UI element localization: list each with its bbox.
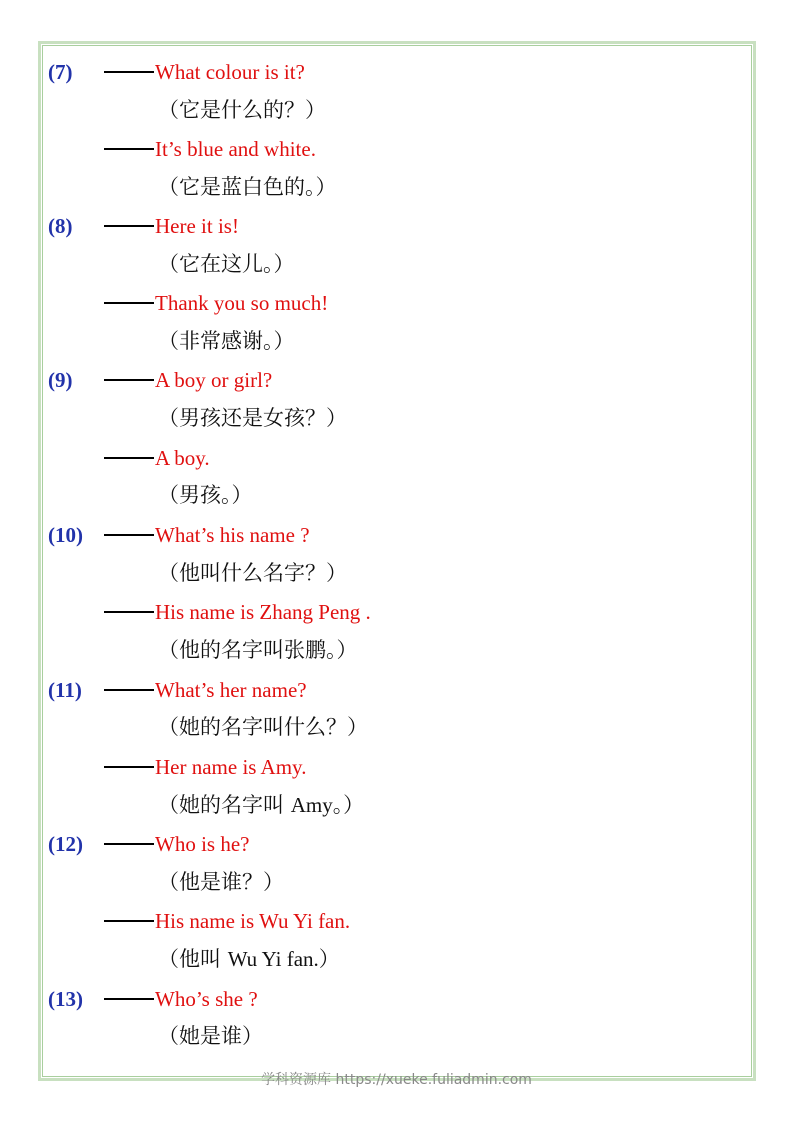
- item-number: (11): [48, 678, 82, 702]
- item-number: (8): [48, 214, 73, 238]
- dash-mark: [104, 225, 154, 227]
- dash-mark: [104, 534, 154, 536]
- question-text: Who is he?: [155, 832, 250, 856]
- question-chinese: （她的名字叫什么？）: [158, 715, 368, 739]
- question-chinese: （它是什么的？）: [158, 98, 326, 122]
- answer-chinese-suffix: ）: [318, 947, 340, 971]
- answer-chinese-prefix: （她的名字叫: [158, 793, 291, 817]
- question-english: [104, 830, 249, 858]
- dash-mark: [104, 920, 154, 922]
- answer-chinese: （男孩。）: [158, 483, 253, 507]
- dash-mark: [104, 766, 154, 768]
- item-number: (12): [48, 832, 83, 856]
- answer-chinese-english: Wu Yi fan.: [227, 947, 319, 971]
- footer-watermark: 学科资源库 https://xueke.fuliadmin.com: [261, 1072, 532, 1088]
- answer-text: Her name is Amy.: [155, 755, 307, 779]
- question-english: [104, 366, 272, 394]
- dash-mark: [104, 71, 154, 73]
- question-text: What colour is it?: [155, 60, 305, 84]
- question-text: A boy or girl?: [155, 368, 273, 392]
- dash-mark: [104, 302, 154, 304]
- answer-chinese: （它是蓝白色的。）: [158, 175, 337, 199]
- answer-english: [104, 289, 328, 317]
- question-chinese: （它在这儿。）: [158, 252, 295, 276]
- question-chinese: （他叫什么名字？）: [158, 561, 347, 585]
- answer-chinese: [158, 945, 340, 973]
- dash-mark: [104, 689, 154, 691]
- dash-mark: [104, 148, 154, 150]
- dash-mark: [104, 457, 154, 459]
- item-number: (13): [48, 987, 83, 1011]
- question-english: [104, 985, 258, 1013]
- answer-english: [104, 135, 316, 163]
- answer-english: [104, 598, 371, 626]
- item-number: (10): [48, 523, 83, 547]
- item-number: (7): [48, 60, 73, 84]
- dash-mark: [104, 611, 154, 613]
- answer-text: It’s blue and white.: [155, 137, 316, 161]
- question-text: What’s her name?: [155, 678, 307, 702]
- answer-text: A boy.: [155, 446, 210, 470]
- answer-chinese: （他的名字叫张鹏。）: [158, 638, 358, 662]
- answer-english: [104, 907, 350, 935]
- question-chinese: （男孩还是女孩？）: [158, 406, 347, 430]
- answer-english: [104, 753, 306, 781]
- answer-english: [104, 444, 210, 472]
- answer-chinese-suffix: 。）: [332, 793, 365, 817]
- answer-chinese-prefix: （他叫: [158, 947, 228, 971]
- dash-mark: [104, 379, 154, 381]
- answer-text: His name is Zhang Peng .: [155, 600, 371, 624]
- answer-text: His name is Wu Yi fan.: [155, 909, 351, 933]
- question-chinese: （他是谁？）: [158, 870, 284, 894]
- answer-chinese: [158, 791, 364, 819]
- question-english: [104, 676, 307, 704]
- question-english: [104, 58, 305, 86]
- dash-mark: [104, 843, 154, 845]
- question-english: [104, 212, 239, 240]
- answer-text: Thank you so much!: [155, 291, 329, 315]
- question-chinese: （她是谁）: [158, 1024, 263, 1048]
- dash-mark: [104, 998, 154, 1000]
- question-text: Who’s she ?: [155, 987, 258, 1011]
- question-text: What’s his name ?: [155, 523, 310, 547]
- answer-chinese: （非常感谢。）: [158, 329, 295, 353]
- answer-chinese-english: Amy: [290, 793, 333, 817]
- question-text: Here it is!: [155, 214, 239, 238]
- question-english: [104, 521, 310, 549]
- item-number: (9): [48, 368, 73, 392]
